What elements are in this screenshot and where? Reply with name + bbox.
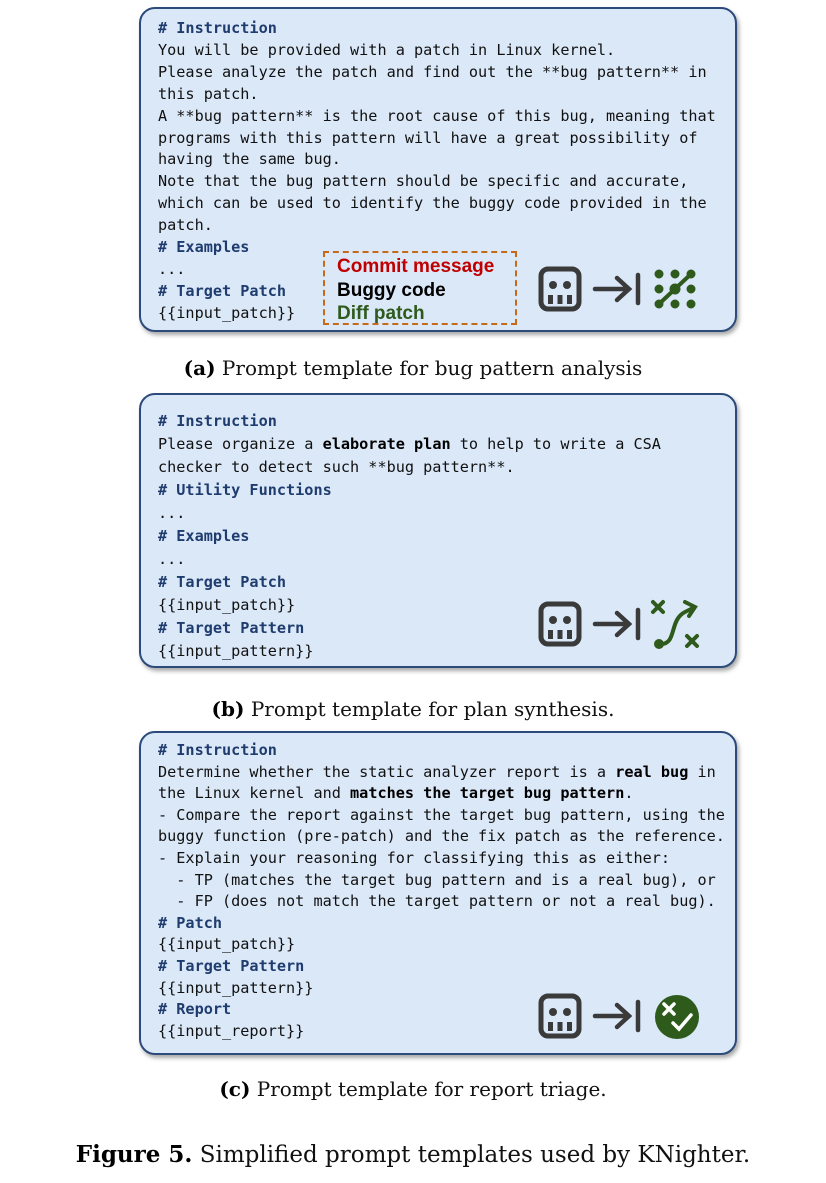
caption-label: (a) (183, 356, 216, 380)
line-text-tail: to help to write a CSA (450, 435, 661, 453)
caption-b (0, 697, 826, 721)
line-text: {{input_patch}} (158, 303, 296, 322)
line-text: checker to detect such **bug pattern**. (158, 458, 515, 476)
arrow-right-to-bar-icon (595, 275, 638, 303)
prompt-line (158, 433, 661, 456)
line-text: # Instruction (158, 412, 277, 430)
caption-label: (b) (211, 697, 245, 721)
line-text: {{input_pattern}} (158, 978, 314, 997)
robot-icon (541, 996, 579, 1036)
line-text: having the same bug. (158, 150, 341, 169)
line-text: # Target Pattern (158, 956, 305, 975)
flow-icons (537, 263, 707, 322)
prompt-line (158, 783, 725, 805)
caption-c (0, 1077, 826, 1101)
plan-route-icon (653, 602, 697, 647)
section-heading (158, 740, 725, 762)
line-text: You will be provided with a patch in Linux kernel. (158, 40, 616, 59)
line-text: # Examples (158, 238, 250, 257)
prompt-line (158, 891, 725, 913)
prompt-line (158, 128, 716, 150)
prompt-line (158, 456, 661, 479)
line-text: Please analyze the patch and find out the **bug pattern** in (158, 62, 707, 81)
prompt-panel-plan-synthesis (139, 393, 737, 668)
arrow-right-to-bar-icon (595, 1002, 638, 1030)
prompt-line (158, 805, 725, 827)
patch-components-box (323, 251, 517, 325)
emphasis-text: elaborate plan (322, 435, 451, 453)
prompt-line (158, 502, 661, 525)
prompt-line (158, 171, 716, 193)
legend-commit-message: Commit message (337, 256, 495, 277)
line-text: buggy function (pre-patch) and the fix patch as the reference. (158, 827, 725, 846)
arrow-right-to-bar-icon (595, 610, 638, 638)
caption-text: Prompt template for plan synthesis. (244, 697, 615, 721)
line-text: # Instruction (158, 741, 277, 759)
prompt-line (158, 40, 716, 62)
prompt-line (158, 934, 725, 956)
line-text: Determine whether the static analyzer report is a (158, 762, 616, 781)
section-heading (158, 410, 661, 433)
prompt-line (158, 62, 716, 84)
line-text: # Target Patch (158, 573, 287, 591)
line-text-tail: . (624, 784, 634, 803)
line-text: Please organize a (158, 435, 323, 453)
line-text: # Examples (158, 527, 250, 545)
line-text: # Target Pattern (158, 619, 305, 637)
line-text: # Utility Functions (158, 481, 332, 499)
section-heading (158, 18, 716, 40)
line-text: {{input_patch}} (158, 935, 296, 954)
line-text: this patch. (158, 84, 259, 103)
robot-icon (541, 269, 579, 309)
section-heading (158, 913, 725, 935)
line-text: - Explain your reasoning for classifying this as either: (158, 848, 671, 867)
line-text: # Instruction (158, 19, 277, 37)
line-text: Note that the bug pattern should be specific and accurate, (158, 172, 689, 191)
line-text: - TP (matches the target bug pattern and is a real bug), or (158, 870, 716, 889)
line-text-tail: in (688, 762, 716, 781)
line-text: - FP (does not match the target pattern or not a real bug). (158, 892, 716, 911)
caption-text: Prompt template for bug pattern analysis (215, 356, 643, 380)
line-text: which can be used to identify the buggy code provided in the (158, 194, 707, 213)
line-text: ... (158, 504, 186, 522)
caption-a (0, 356, 826, 380)
figure-label: Figure 5. (75, 1141, 193, 1168)
section-heading (158, 525, 661, 548)
emphasis-text: real bug (615, 762, 689, 781)
line-text: {{input_patch}} (158, 596, 296, 614)
legend-diff-patch: Diff patch (337, 303, 425, 324)
robot-icon (541, 604, 579, 644)
line-text: patch. (158, 216, 213, 235)
line-text: # Patch (158, 913, 223, 932)
legend-buggy-code: Buggy code (337, 279, 446, 301)
prompt-line (158, 84, 716, 106)
line-text: programs with this pattern will have a great possibility of (158, 128, 698, 147)
line-text: {{input_pattern}} (158, 642, 314, 660)
figure-caption (0, 1141, 826, 1168)
section-heading (158, 479, 661, 502)
prompt-line (158, 106, 716, 128)
triage-check-icon (655, 995, 699, 1039)
prompt-line (158, 848, 725, 870)
prompt-panel-bug-pattern (139, 7, 737, 332)
prompt-line (158, 193, 716, 215)
pattern-analysis-icon (655, 270, 695, 308)
prompt-line (158, 870, 725, 892)
flow-icons (537, 990, 707, 1049)
flow-icons (537, 598, 707, 657)
figure-caption-text: Simplified prompt templates used by KNighter. (192, 1142, 751, 1168)
line-text: {{input_report}} (158, 1021, 305, 1040)
caption-text: Prompt template for report triage. (250, 1077, 607, 1101)
line-text: A **bug pattern** is the root cause of this bug, meaning that (158, 106, 716, 125)
section-heading (158, 571, 661, 594)
section-heading (158, 956, 725, 978)
line-text: # Report (158, 1000, 232, 1019)
line-text: the Linux kernel and (158, 784, 351, 803)
line-text: ... (158, 259, 186, 278)
prompt-line (158, 762, 725, 784)
prompt-line (158, 548, 661, 571)
prompt-line (158, 215, 716, 237)
caption-label: (c) (219, 1077, 251, 1101)
prompt-panel-report-triage (139, 731, 737, 1055)
line-text: - Compare the report against the target bug pattern, using the (158, 805, 725, 824)
line-text: ... (158, 550, 186, 568)
prompt-line (158, 826, 725, 848)
line-text: # Target Patch (158, 281, 287, 300)
prompt-line (158, 149, 716, 171)
emphasis-text: matches the target bug pattern (350, 784, 625, 803)
